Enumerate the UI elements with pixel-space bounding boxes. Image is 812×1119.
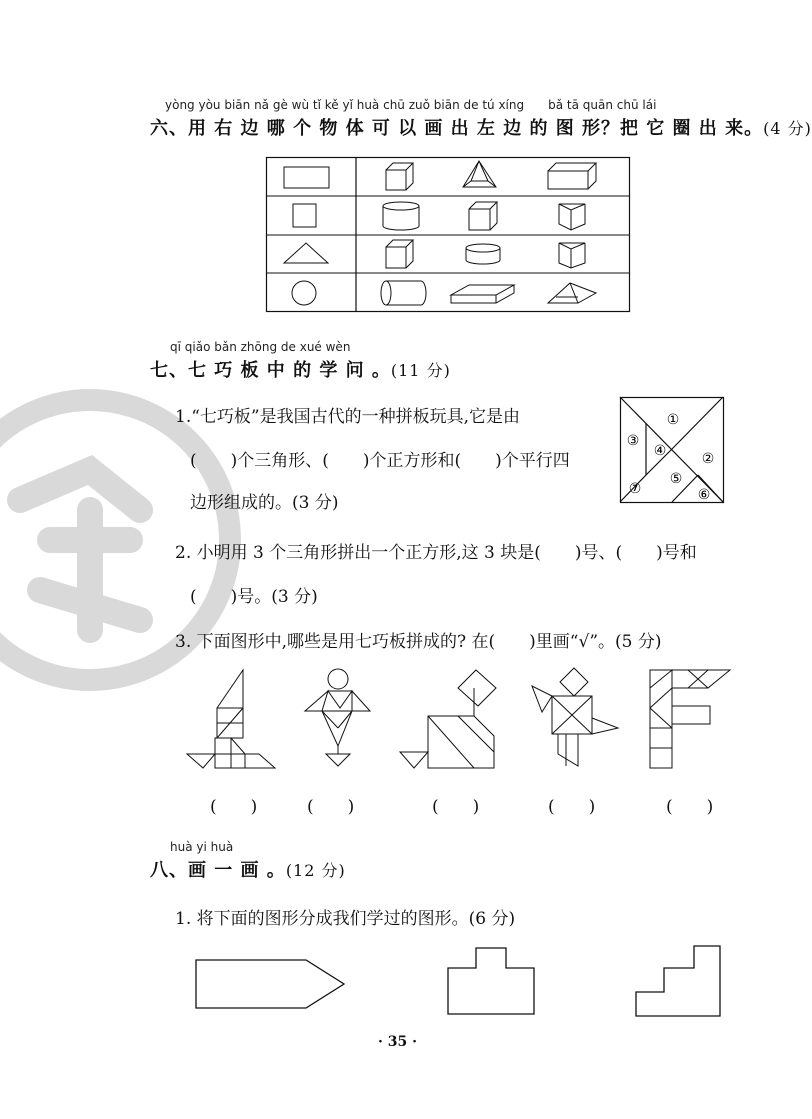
rectangle-icon (284, 167, 329, 188)
tangram-label-5: ⑤ (669, 471, 683, 487)
section6-title: 六、用 右 边 哪 个 物 体 可 以 画 出 左 边 的 图 形？把 它 圈 出 来。(4 分) (150, 118, 812, 139)
triangular-prism-icon-2 (559, 243, 585, 268)
tangram-label-4: ④ (653, 443, 667, 459)
lying-prism-icon (548, 283, 596, 303)
section8-pinyin: huà yi huà (170, 840, 234, 854)
lying-cylinder-icon (381, 281, 426, 305)
section8-title: 八、画 一 画 。(12 分) (150, 860, 346, 881)
tangram-label-2: ② (701, 451, 715, 467)
cube-icon (386, 163, 413, 190)
cube-icon-2 (469, 202, 497, 230)
answer-paren-4[interactable]: ( ) (548, 797, 596, 817)
answer-paren-2[interactable]: ( ) (307, 797, 355, 817)
tangram-label-3: ③ (626, 433, 640, 449)
q8-1: 1. 将下面的图形分成我们学过的图形。(6 分) (175, 909, 516, 929)
q7-2-line2: ( )号。(3 分) (190, 587, 318, 607)
answer-paren-5[interactable]: ( ) (666, 797, 714, 817)
shape-pentagon-arrow (194, 958, 348, 1010)
triangular-prism-icon (559, 204, 585, 230)
tangram-label-6: ⑥ (697, 487, 711, 503)
q7-2-line1: 2. 小明用 3 个三角形拼出一个正方形,这 3 块是( )号、( )号和 (175, 543, 697, 563)
tangram-figure-boat (185, 668, 277, 770)
cube-icon-3 (386, 240, 413, 268)
triangle-icon (284, 243, 328, 263)
short-cylinder-icon (466, 244, 500, 264)
q7-1-line3: 边形组成的。(3 分) (190, 493, 339, 513)
tangram-label-1: ① (666, 412, 680, 428)
answer-paren-1[interactable]: ( ) (210, 797, 258, 817)
section6-pinyin: yòng yòu biān nǎ gè wù tǐ kě yǐ huà chū zuǒ biān de tú xíng bǎ tā quān chū lái (165, 98, 657, 112)
section7-pinyin: qī qiǎo bǎn zhōng de xué wèn (170, 340, 351, 354)
q7-1-line1: 1.“七巧板”是我国古代的一种拼板玩具,它是由 (175, 407, 521, 427)
cylinder-icon (383, 202, 419, 230)
q7-1-line2: ( )个三角形、( )个正方形和( )个平行四 (190, 451, 570, 471)
square-icon (293, 204, 316, 227)
shape-t-block (446, 946, 536, 1016)
q7-3-line1: 3. 下面图形中,哪些是用七巧板拼成的? 在( )里画“√”。(5 分) (175, 632, 662, 652)
tangram-figure-letter-f (648, 668, 732, 770)
tangram-figure-dancer (530, 666, 620, 770)
page-number: · 35 · (378, 1034, 417, 1050)
tangram-label-7: ⑦ (628, 481, 642, 497)
section7-title: 七、七 巧 板 中 的 学 问 。(11 分) (150, 360, 451, 381)
circle-icon (292, 281, 316, 305)
tangram-diagram (620, 397, 724, 503)
pyramid-icon (463, 161, 496, 187)
flat-cuboid-icon (451, 285, 514, 303)
cuboid-icon (548, 163, 596, 189)
tangram-figure-angel (300, 666, 372, 770)
tangram-figure-squirrel (398, 668, 508, 770)
shape-stairs (634, 944, 722, 1018)
shape-table (266, 157, 630, 312)
answer-paren-3[interactable]: ( ) (432, 797, 480, 817)
